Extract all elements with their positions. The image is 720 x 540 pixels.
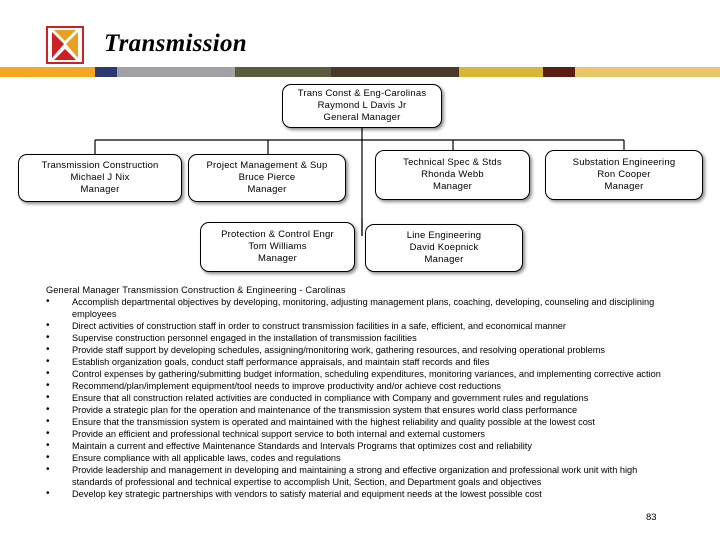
- box-line: Manager: [80, 184, 120, 195]
- box-line: Bruce Pierce: [238, 172, 296, 183]
- box-line: Line Engineering: [406, 230, 482, 241]
- box-line: Manager: [424, 254, 464, 265]
- org-box-protection-control: [200, 222, 355, 272]
- box-line: Rhonda Webb: [421, 169, 484, 180]
- box-line: Manager: [258, 253, 297, 264]
- box-line: Protection & Control Engr: [221, 229, 334, 240]
- page-title: Transmission: [104, 30, 248, 57]
- list-item: • Recommend/plan/implement equipment/tool needs to improve productivity and/or achieve cost reductions: [46, 380, 666, 392]
- job-description: [46, 284, 666, 500]
- responsibility-list: [46, 296, 666, 500]
- list-item: • Establish organization goals, conduct staff performance appraisals, and maintain staff records and files: [46, 356, 666, 368]
- box-line: Transmission Construction: [41, 160, 159, 171]
- box-line: Manager: [433, 181, 472, 192]
- list-item: • Provide staff support by developing schedules, assigning/monitoring work, gathering resources, and resolving operational problems: [46, 344, 666, 356]
- org-box-substation-engineering: [545, 150, 703, 200]
- org-box-transmission-construction: [18, 154, 182, 202]
- box-line: Technical Spec & Stds: [403, 157, 502, 168]
- org-box-technical-spec: [375, 150, 530, 200]
- list-item: • Supervise construction personnel engaged in the installation of transmission facilities: [46, 332, 666, 344]
- org-box-project-management: [188, 154, 346, 202]
- description-heading: General Manager Transmission Construction & Engineering - Carolinas: [46, 285, 346, 295]
- box-line: Trans Const & Eng-Carolinas: [297, 88, 427, 99]
- box-line: Substation Engineering: [572, 157, 676, 168]
- box-line: Raymond L Davis Jr: [317, 100, 407, 111]
- list-item: • Provide a strategic plan for the operation and maintenance of the transmission system that ensures world class performance: [46, 404, 666, 416]
- list-item: • Develop key strategic partnerships with vendors to satisfy material and equipment needs at the lowest possible cost: [46, 488, 666, 500]
- page-number: 83: [646, 512, 657, 523]
- box-line: Project Management & Sup: [206, 160, 328, 171]
- list-item: • Provide leadership and management in developing and maintaining a strong and effective organization and professional work unit with high standards of professional and technical expertise to accomplish Unit, Section, and Department goals and objectives: [46, 464, 666, 488]
- list-item: • Ensure that all construction related activities are conducted in compliance with Company and government rules and regulations: [46, 392, 666, 404]
- list-item: • Ensure compliance with all applicable laws, codes and regulations: [46, 452, 666, 464]
- box-line: Tom Williams: [248, 241, 307, 252]
- list-item: • Ensure that the transmission system is operated and maintained with the highest reliability and quality possible at the lowest cost: [46, 416, 666, 428]
- list-item: • Direct activities of construction staff in order to construct transmission facilities in a safe, efficient, and economical manner: [46, 320, 666, 332]
- box-line: David Koepnick: [409, 242, 479, 253]
- list-item: • Control expenses by gathering/submitting budget information, scheduling expenditures, monitoring variances, and implementing corrective action: [46, 368, 666, 380]
- box-line: Manager: [247, 184, 287, 195]
- org-box-general-manager: [282, 84, 442, 128]
- box-line: General Manager: [323, 112, 401, 123]
- list-item: • Accomplish departmental objectives by developing, monitoring, adjusting management plans, coaching, developing, counseling and disciplining employees: [46, 296, 666, 320]
- box-line: Michael J Nix: [70, 172, 130, 183]
- list-item: • Provide an efficient and professional technical support service to both internal and external customers: [46, 428, 666, 440]
- box-line: Ron Cooper: [597, 169, 651, 180]
- org-box-line-engineering: [365, 224, 523, 272]
- box-line: Manager: [604, 181, 644, 192]
- list-item: • Maintain a current and effective Maintenance Standards and Intervals Programs that optimizes cost and reliability: [46, 440, 666, 452]
